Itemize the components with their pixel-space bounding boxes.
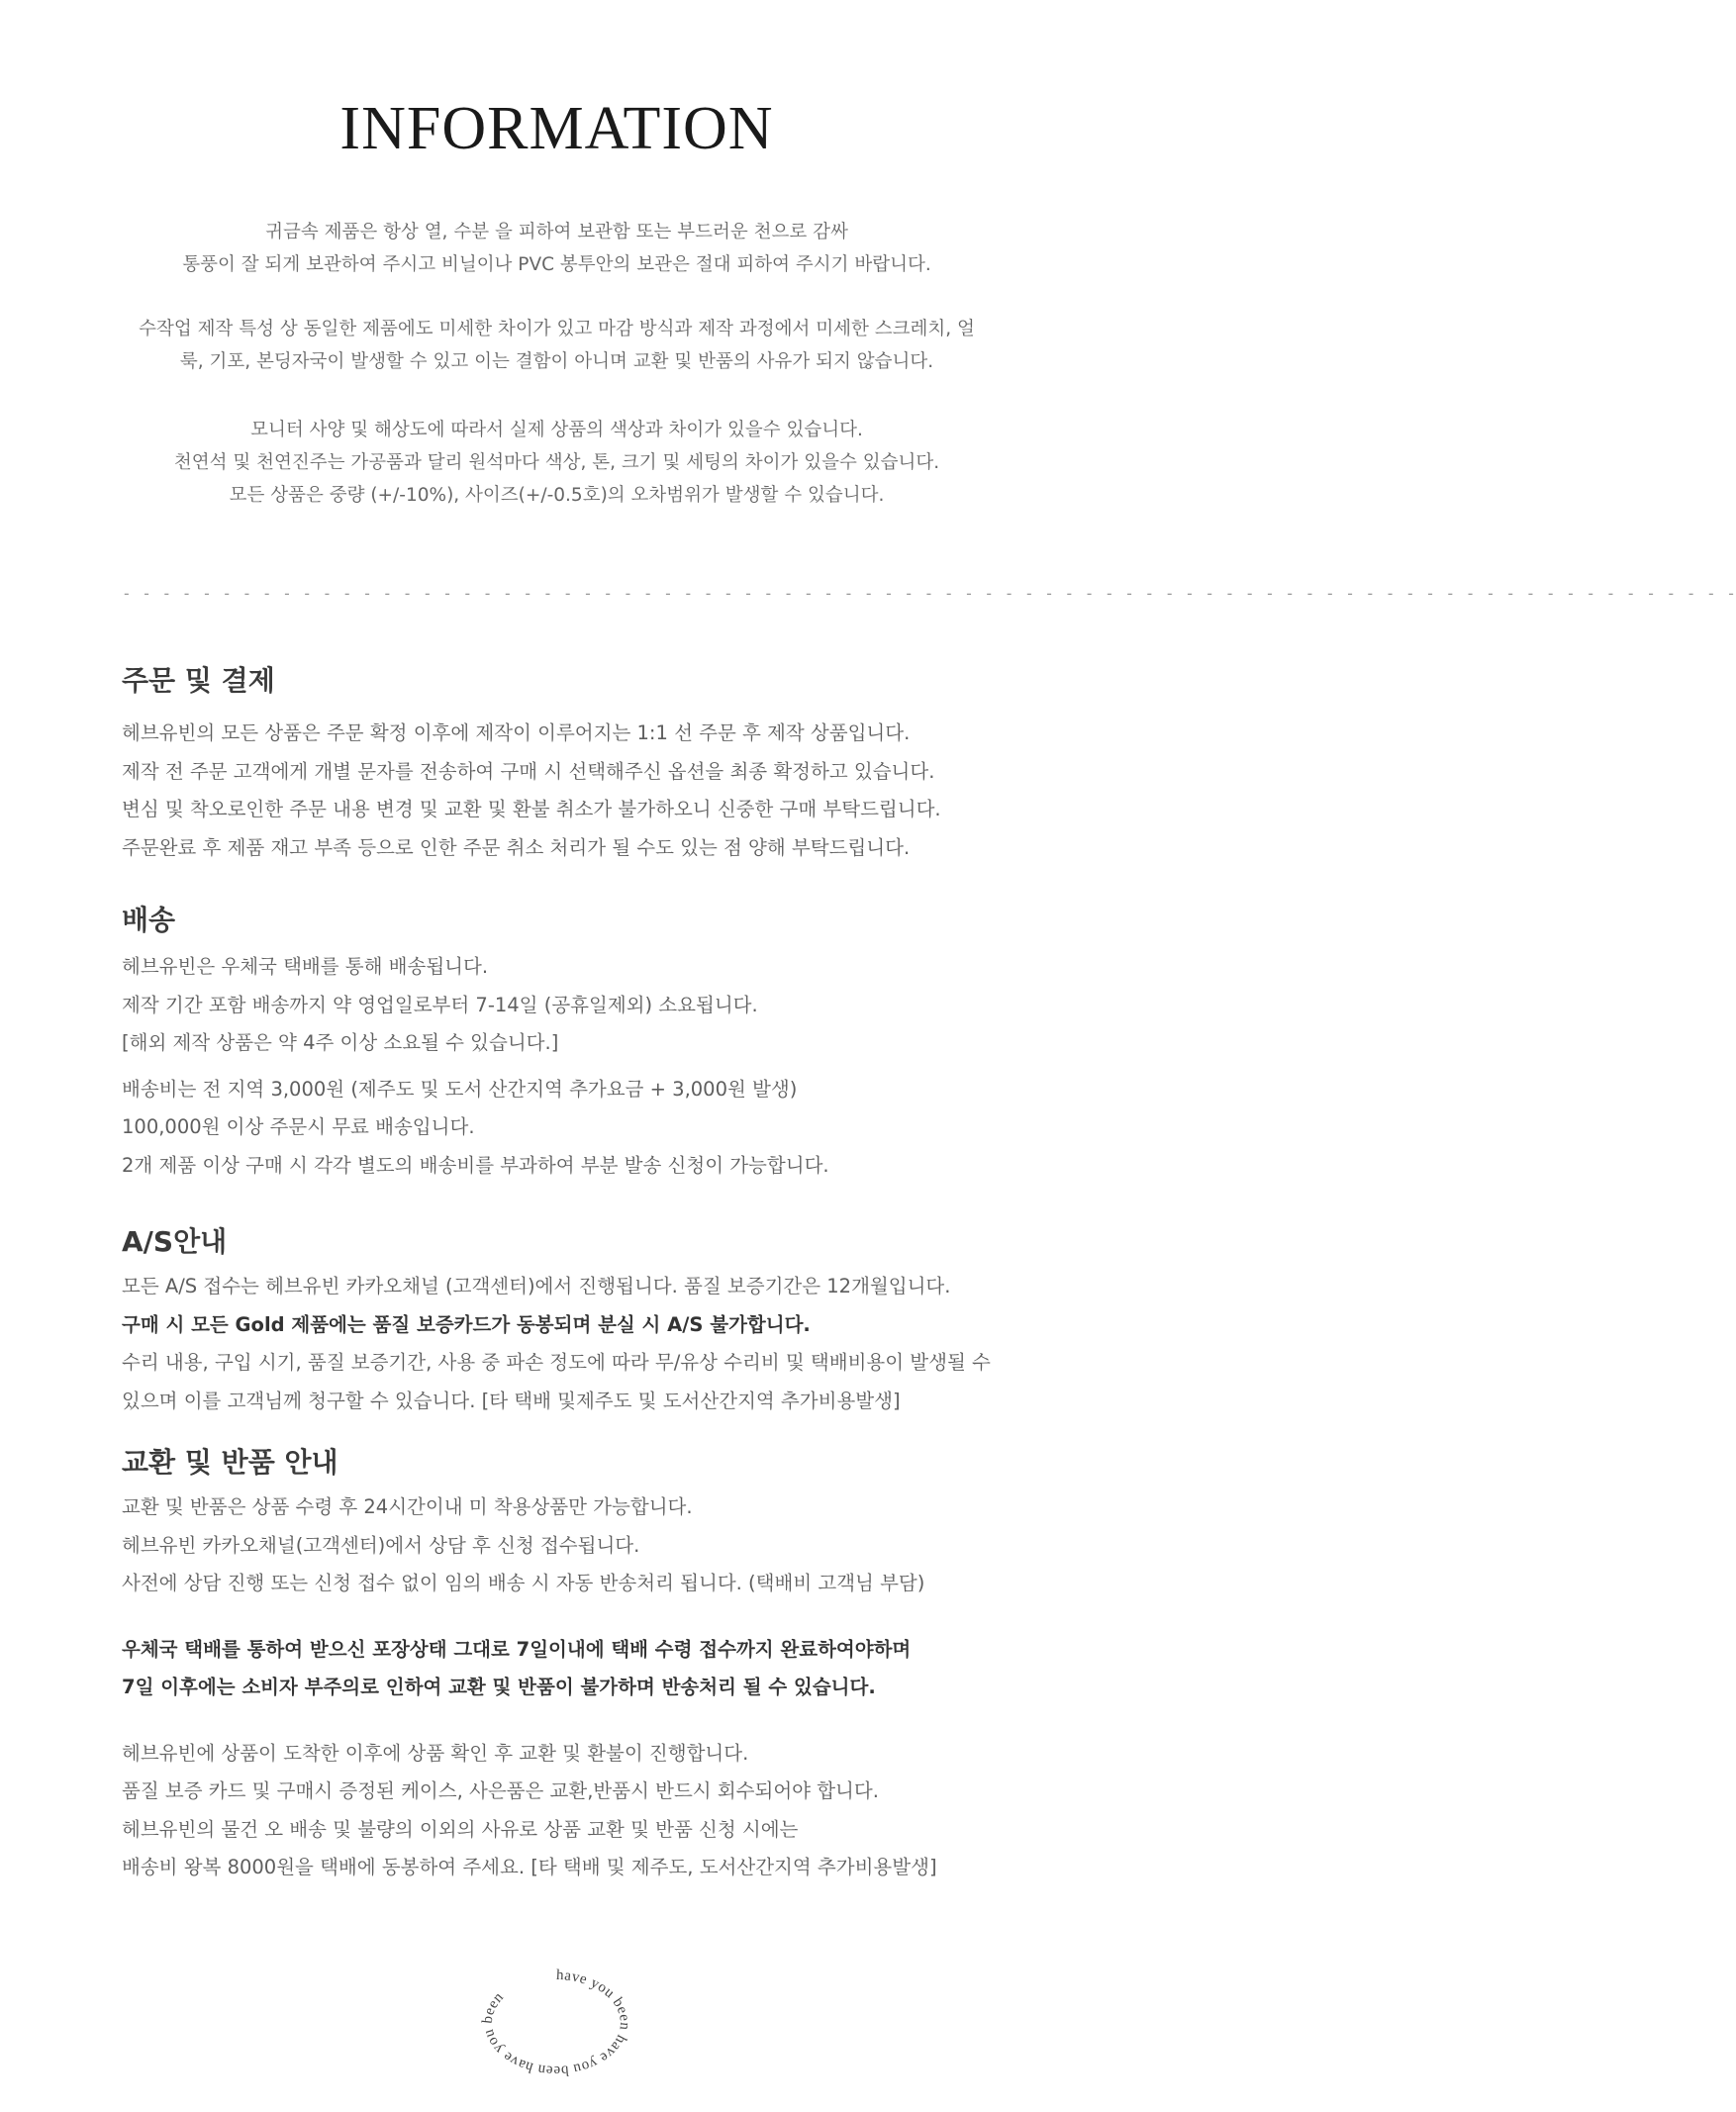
notice-line: 천연석 및 천연진주는 가공품과 달리 원석마다 색상, 톤, 크기 및 세팅의 차이가 있을수 있습니다.	[173, 452, 940, 473]
section-line: 헤브유빈 카카오채널(고객센터)에서 상담 후 신청 접수됩니다.	[122, 1533, 640, 1557]
brand-logo	[472, 1960, 640, 2078]
section-line: 헤브유빈은 우체국 택배를 통해 배송됩니다.	[122, 955, 489, 978]
section-line: 변심 및 착오로인한 주문 내용 변경 및 교환 및 환불 취소가 불가하오니 신중한 구매 부탁드립니다.	[122, 798, 941, 820]
page-title: INFORMATION	[339, 95, 774, 162]
section-line-bold: 7일 이후에는 소비자 부주의로 인하여 교환 및 반품이 불가하며 반송처리 될 수 있습니다.	[122, 1676, 876, 1698]
exchange-section	[122, 1443, 1013, 1887]
as-section	[122, 1222, 1013, 1420]
section-line: 수리 내용, 구입 시기, 품질 보증기간, 사용 중 파손 정도에 따라 무/유상 수리비 및 택배비용이 발생될 수	[122, 1351, 991, 1374]
svg-text:have you been have you been ha	[480, 1968, 632, 2078]
notice-line: 귀금속 제품은 항상 열, 수분 을 피하여 보관함 또는 부드러운 천으로 감싸	[265, 222, 848, 242]
section-line: [해외 제작 상품은 약 4주 이상 소요될 수 있습니다.]	[122, 1031, 559, 1054]
dashed-divider: - - - - - - - - - - - - - - - - - - - - - - - - - - - - - - - - - - - - - - - - - - - - - - - - - - - - - - - - - - - - - - - - - - - - - - - - - - - - - - - - -	[122, 584, 1736, 603]
notice-line: 모든 상품은 중량 (+/-10%), 사이즈(+/-0.5호)의 오차범위가 발생할 수 있습니다.	[229, 485, 885, 506]
section-line-bold: 구매 시 모든 Gold 제품에는 품질 보증카드가 동봉되며 분실 시 A/S 불가합니다.	[122, 1312, 811, 1336]
notice-line: 수작업 제작 특성 상 동일한 제품에도 미세한 차이가 있고 마감 방식과 제작 과정에서 미세한 스크레치, 얼	[139, 319, 975, 339]
notice-line: 통풍이 잘 되게 보관하여 주시고 비닐이나 PVC 봉투안의 보관은 절대 피하여 주시기 바랍니다.	[182, 254, 931, 275]
notice-line: 모니터 사양 및 해상도에 따라서 실제 상품의 색상과 차이가 있을수 있습니다.	[250, 420, 863, 440]
section-title: 교환 및 반품 안내	[122, 1446, 338, 1479]
section-line-bold: 우체국 택배를 통하여 받으신 포장상태 그대로 7일이내에 택배 수령 접수까지 완료하여야하며	[122, 1637, 912, 1661]
section-line: 있으며 이를 고객님께 청구할 수 있습니다. [타 택배 및제주도 및 도서산간지역 추가비용발생]	[122, 1389, 901, 1412]
section-title: A/S안내	[122, 1225, 228, 1258]
section-title: 주문 및 결제	[122, 664, 275, 697]
notice-line: 룩, 기포, 본딩자국이 발생할 수 있고 이는 결함이 아니며 교환 및 반품의 사유가 되지 않습니다.	[179, 351, 934, 372]
section-line: 제작 전 주문 고객에게 개별 문자를 전송하여 구매 시 선택해주신 옵션을 최종 확정하고 있습니다.	[122, 759, 935, 783]
section-line: 2개 제품 이상 구매 시 각각 별도의 배송비를 부과하여 부분 발송 신청이 가능합니다.	[122, 1153, 829, 1177]
section-line: 교환 및 반품은 상품 수령 후 24시간이내 미 착용상품만 가능합니다.	[122, 1495, 693, 1518]
section-line: 모든 A/S 접수는 헤브유빈 카카오채널 (고객센터)에서 진행됩니다. 품질 보증기간은 12개월입니다.	[122, 1275, 951, 1297]
section-line: 품질 보증 카드 및 구매시 증정된 케이스, 사은품은 교환,반품시 반드시 회수되어야 합니다.	[122, 1779, 879, 1802]
section-line: 주문완료 후 제품 재고 부족 등으로 인한 주문 취소 처리가 될 수도 있는 점 양해 부탁드립니다.	[122, 835, 911, 859]
section-title: 배송	[122, 904, 176, 936]
section-line: 100,000원 이상 주문시 무료 배송입니다.	[122, 1115, 475, 1138]
section-line: 헤브유빈에 상품이 도착한 이후에 상품 확인 후 교환 및 환불이 진행합니다.	[122, 1741, 749, 1765]
section-line: 배송비 왕복 8000원을 택배에 동봉하여 주세요. [타 택배 및 제주도, 도서산간지역 추가비용발생]	[122, 1856, 937, 1878]
section-line: 사전에 상담 진행 또는 신청 접수 없이 임의 배송 시 자동 반송처리 됩니다. (택배비 고객님 부담)	[122, 1572, 925, 1594]
section-line: 배송비는 전 지역 3,000원 (제주도 및 도서 산간지역 추가요금 + 3,000원 발생)	[122, 1077, 798, 1101]
handmade-notice	[99, 313, 1014, 378]
logo-text: have you been have you been have you been	[479, 1967, 633, 2078]
care-notice	[99, 216, 1014, 281]
shipping-section	[122, 901, 1013, 1185]
order-section	[122, 661, 1013, 867]
section-line: 제작 기간 포함 배송까지 약 영업일로부터 7-14일 (공휴일제외) 소요됩니다.	[122, 993, 758, 1016]
monitor-notice	[99, 414, 1014, 512]
section-line: 헤브유빈의 모든 상품은 주문 확정 이후에 제작이 이루어지는 1:1 선 주문 후 제작 상품입니다.	[122, 721, 911, 744]
section-line: 헤브유빈의 물건 오 배송 및 불량의 이외의 사유로 상품 교환 및 반품 신청 시에는	[122, 1817, 799, 1841]
